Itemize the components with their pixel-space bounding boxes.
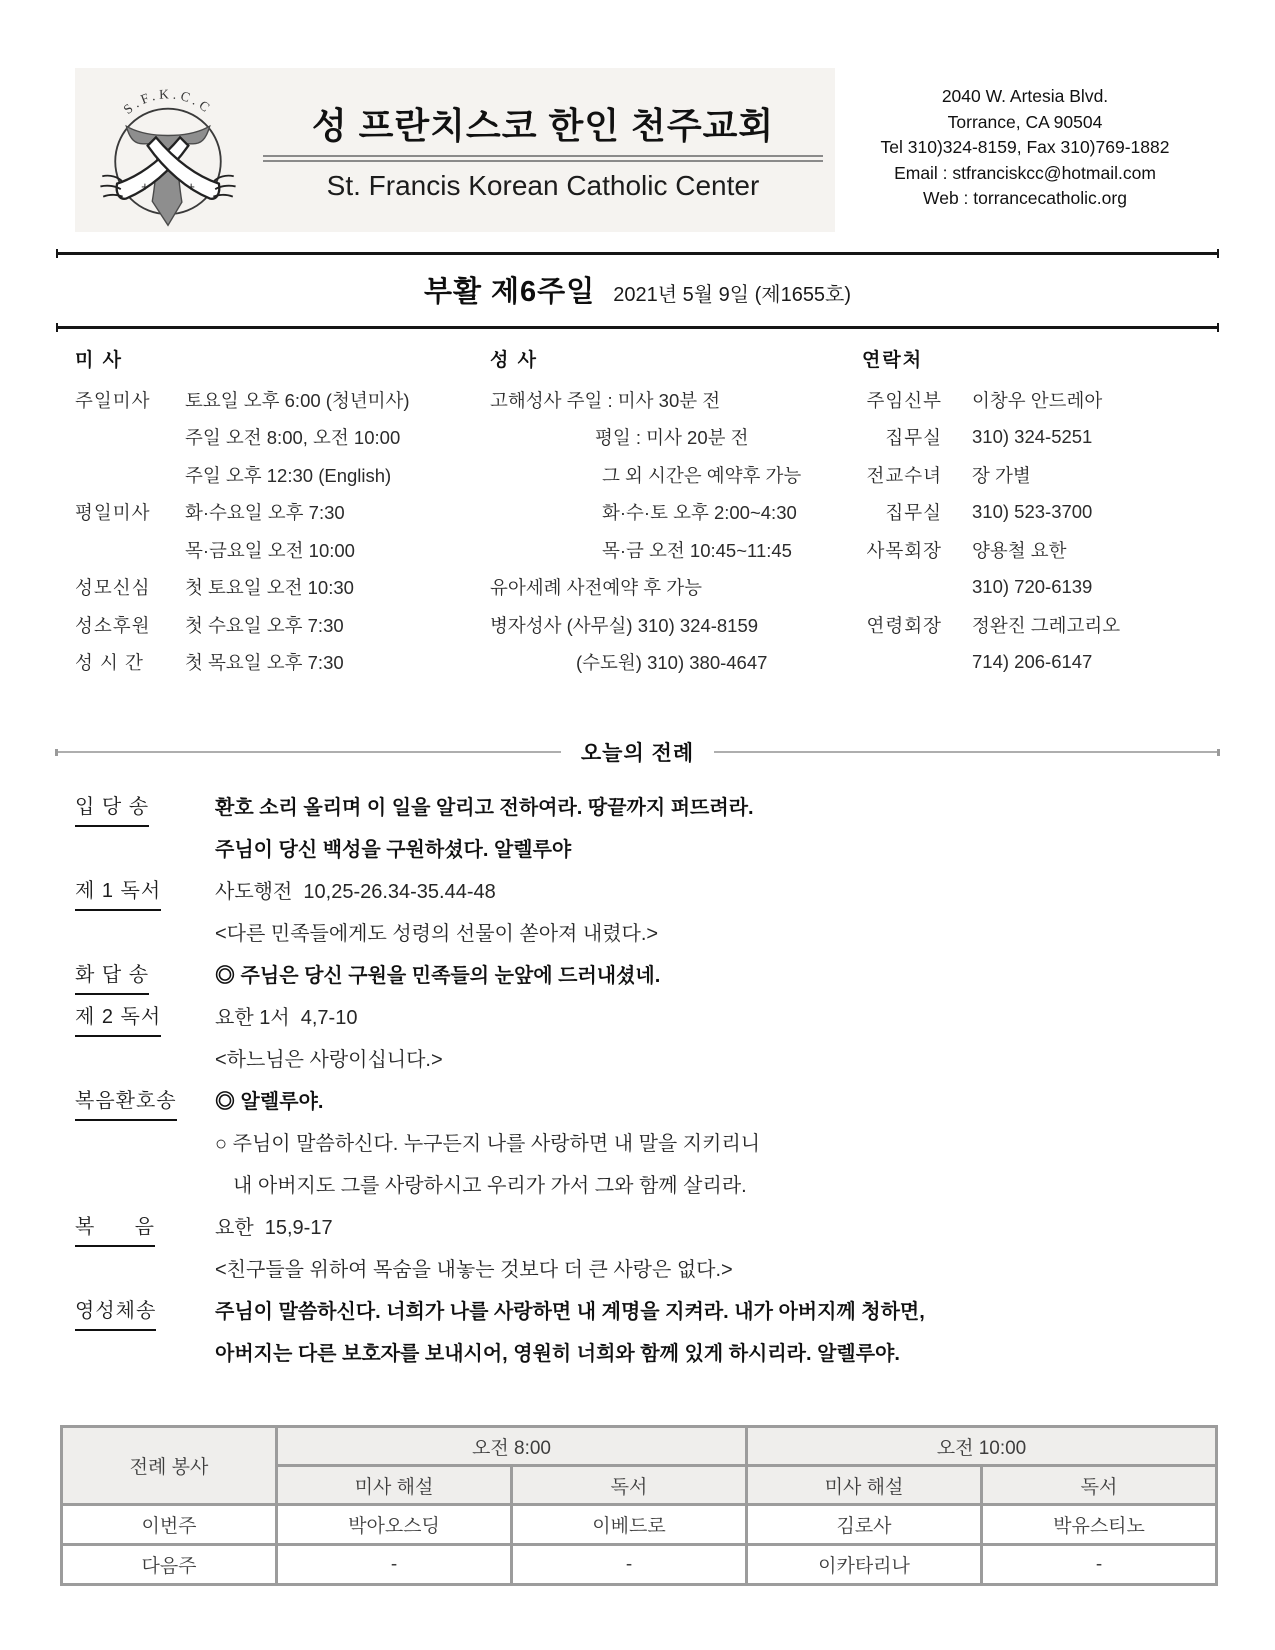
liturgy-line: <하느님은 사랑이십니다.> <box>215 1049 443 1071</box>
role-header-cell: 미사 해설 <box>277 1466 512 1505</box>
header-contact-block <box>835 68 1215 232</box>
liturgy-label: 영성체송 <box>75 1298 156 1331</box>
sacrament-row: 병자성사 (사무실) 310) 324-8159 <box>490 614 759 636</box>
contact-row-value: 310) 523-3700 <box>972 501 1093 523</box>
contact-row <box>862 569 1215 607</box>
church-logo <box>89 67 251 234</box>
mass-row-label: 평일미사 <box>75 502 151 524</box>
liturgy-item <box>75 787 1215 871</box>
contact-row <box>862 456 1215 494</box>
contact-row-value: 양용철 요한 <box>972 539 1067 561</box>
schedule-cell: 박아오스딩 <box>277 1505 512 1545</box>
header <box>75 68 1215 232</box>
liturgy-item <box>75 871 1215 955</box>
mass-row-value: 화·수요일 오후 7:30 <box>185 502 345 524</box>
role-header-cell: 독서 <box>982 1466 1217 1505</box>
liturgy-line: ◎ 알렐루야. <box>215 1091 324 1113</box>
liturgy-line: 내 아버지도 그를 사랑하시고 우리가 가서 그와 함께 살리라. <box>233 1175 747 1197</box>
schedule-cell: 박유스티노 <box>982 1505 1217 1545</box>
contact-row <box>862 644 1215 682</box>
info-columns <box>75 341 1215 681</box>
liturgy-section-title: 오늘의 전례 <box>580 742 695 765</box>
schedule-cell: 이베드로 <box>512 1505 747 1545</box>
liturgy-line: 아버지는 다른 보호자를 보내시어, 영원히 너희와 함께 있게 하시리라. 알렐루야. <box>215 1343 900 1365</box>
liturgy-servers-table <box>60 1425 1218 1586</box>
mass-row <box>75 606 490 644</box>
mass-row-label: 주일미사 <box>75 389 151 411</box>
table-corner-cell: 전례 봉사 <box>62 1427 277 1505</box>
week-label-cell: 이번주 <box>62 1505 277 1545</box>
contact-row <box>862 531 1215 569</box>
header-double-divider <box>263 155 823 162</box>
web-line: Web : torrancecatholic.org <box>923 188 1127 208</box>
liturgy-line: 요한 15,9-17 <box>215 1217 333 1239</box>
mass-row-value: 첫 수요일 오후 7:30 <box>185 614 344 636</box>
mass-row-value: 첫 목요일 오후 7:30 <box>185 652 344 674</box>
svg-text:S.F.K.C.C <box>120 86 215 117</box>
schedule-cell: - <box>982 1545 1217 1585</box>
contact-row-label: 주임신부 <box>866 389 942 411</box>
schedule-cell: - <box>512 1545 747 1585</box>
role-header-cell: 독서 <box>512 1466 747 1505</box>
mass-row <box>75 381 490 419</box>
contact-row-value: 이창우 안드레아 <box>972 389 1103 411</box>
schedule-row <box>62 1545 1217 1585</box>
church-names <box>251 98 827 202</box>
liturgy-item <box>75 1081 1215 1207</box>
mass-row <box>75 419 490 457</box>
bulletin-title: 부활 제6주일 <box>423 276 596 308</box>
address-line-2: Torrance, CA 90504 <box>947 111 1103 132</box>
mass-row-label: 성 시 간 <box>75 652 144 674</box>
liturgy-line: 주님이 말씀하신다. 너희가 나를 사랑하면 내 계명을 지켜라. 내가 아버지께 청하면, <box>215 1301 925 1323</box>
liturgy-line: ○ 주님이 말씀하신다. 누구든지 나를 사랑하면 내 말을 지키리니 <box>215 1133 761 1155</box>
contact-row-value: 310) 324-5251 <box>972 426 1093 448</box>
mass-row <box>75 644 490 682</box>
bulletin-date-issue: 2021년 5월 9일 (제1655호) <box>613 284 852 306</box>
contact-row-label: 집무실 <box>885 502 942 524</box>
liturgy-label: 입 당 송 <box>75 794 149 827</box>
contact-row-value: 정완진 그레고리오 <box>972 614 1121 636</box>
sacrament-row: 목·금 오전 10:45~11:45 <box>602 539 792 561</box>
contact-row <box>862 494 1215 532</box>
schedule-cell: 김로사 <box>747 1505 982 1545</box>
liturgy-list <box>75 787 1215 1375</box>
sacrament-row: (수도원) 310) 380-4647 <box>576 652 768 674</box>
mass-row <box>75 456 490 494</box>
time-header-cell: 오전 10:00 <box>747 1427 1217 1466</box>
contact-row <box>862 606 1215 644</box>
contact-row-label: 연령회장 <box>866 614 942 636</box>
contact-row-label: 집무실 <box>885 427 942 449</box>
liturgy-item <box>75 997 1215 1081</box>
mass-row-value: 주일 오후 12:30 (English) <box>185 464 392 486</box>
contact-row-value: 장 가별 <box>972 464 1031 486</box>
contact-row-label: 사목회장 <box>866 539 942 561</box>
mass-heading: 미 사 <box>75 350 123 371</box>
contact-row <box>862 381 1215 419</box>
liturgy-item <box>75 1291 1215 1375</box>
masthead-rule-top <box>57 252 1218 255</box>
liturgy-line: <친구들을 위하여 목숨을 내놓는 것보다 더 큰 사랑은 없다.> <box>215 1259 733 1281</box>
liturgy-label: 복 음 <box>75 1214 155 1247</box>
mass-row-value: 첫 토요일 오전 10:30 <box>185 577 354 599</box>
sacrament-row: 고해성사 주일 : 미사 30분 전 <box>490 389 721 411</box>
section-divider-left <box>55 751 561 753</box>
sacraments-heading: 성 사 <box>490 350 538 371</box>
liturgy-label: 화 답 송 <box>75 962 149 995</box>
liturgy-section-header <box>55 737 1220 767</box>
masthead-rule-bottom <box>57 326 1218 329</box>
sacrament-row: 평일 : 미사 20분 전 <box>595 427 749 449</box>
contact-row-value: 714) 206-6147 <box>972 651 1093 673</box>
schedule-cell: 이카타리나 <box>747 1545 982 1585</box>
sacraments-column <box>490 341 862 681</box>
tau-cross-logo-icon <box>89 67 247 229</box>
schedule-cell: - <box>277 1545 512 1585</box>
sacrament-row: 화·수·토 오후 2:00~4:30 <box>602 502 797 524</box>
liturgy-line: 환호 소리 올리며 이 일을 알리고 전하여라. 땅끝까지 퍼뜨려라. <box>215 797 754 819</box>
liturgy-line: <다른 민족들에게도 성령의 선물이 쏟아져 내렸다.> <box>215 923 659 945</box>
logo-arc-text: S.F.K.C.C <box>120 85 216 117</box>
liturgy-label: 제 2 독서 <box>75 1004 161 1037</box>
liturgy-line: 주님이 당신 백성을 구원하셨다. 알렐루야 <box>215 839 572 861</box>
svg-text:+: + <box>141 178 149 194</box>
church-name-korean: 성 프란치스코 한인 천주교회 <box>311 105 775 146</box>
church-name-english: St. Francis Korean Catholic Center <box>326 170 760 201</box>
contact-row <box>862 419 1215 457</box>
mass-row-value: 토요일 오후 6:00 (청년미사) <box>185 389 410 411</box>
contact-row-value: 310) 720-6139 <box>972 576 1093 598</box>
email-line: Email : stfranciskcc@hotmail.com <box>894 162 1156 183</box>
mass-row-label: 성소후원 <box>75 614 151 636</box>
mass-row-value: 주일 오전 8:00, 오전 10:00 <box>185 427 401 449</box>
role-header-cell: 미사 해설 <box>747 1466 982 1505</box>
liturgy-line: 사도행전 10,25-26.34-35.44-48 <box>215 881 496 903</box>
sacrament-row: 유아세례 사전예약 후 가능 <box>490 577 703 599</box>
address-line-1: 2040 W. Artesia Blvd. <box>941 86 1109 106</box>
week-label-cell: 다음주 <box>62 1545 277 1585</box>
contact-row-label: 전교수녀 <box>866 464 942 486</box>
header-left <box>75 68 835 232</box>
schedule-row <box>62 1505 1217 1545</box>
liturgy-line: ◎ 주님은 당신 구원을 민족들의 눈앞에 드러내셨네. <box>215 965 661 987</box>
tel-fax-line: Tel 310)324-8159, Fax 310)769-1882 <box>880 137 1170 157</box>
contacts-column <box>862 341 1215 681</box>
mass-column <box>75 341 490 681</box>
mass-row-value: 목·금요일 오전 10:00 <box>185 539 355 561</box>
liturgy-item <box>75 955 1215 997</box>
mass-row <box>75 531 490 569</box>
mass-row-label: 성모신심 <box>75 577 151 599</box>
liturgy-label: 복음환호송 <box>75 1088 177 1121</box>
sacrament-row: 그 외 시간은 예약후 가능 <box>602 464 802 486</box>
time-header-cell: 오전 8:00 <box>277 1427 747 1466</box>
liturgy-line: 요한 1서 4,7-10 <box>215 1007 358 1029</box>
mass-row <box>75 494 490 532</box>
liturgy-item <box>75 1207 1215 1291</box>
contacts-heading: 연락처 <box>862 350 924 371</box>
mass-row <box>75 569 490 607</box>
masthead <box>0 255 1275 326</box>
section-divider-right <box>714 751 1220 753</box>
liturgy-label: 제 1 독서 <box>75 878 161 911</box>
svg-text:+: + <box>187 178 195 194</box>
